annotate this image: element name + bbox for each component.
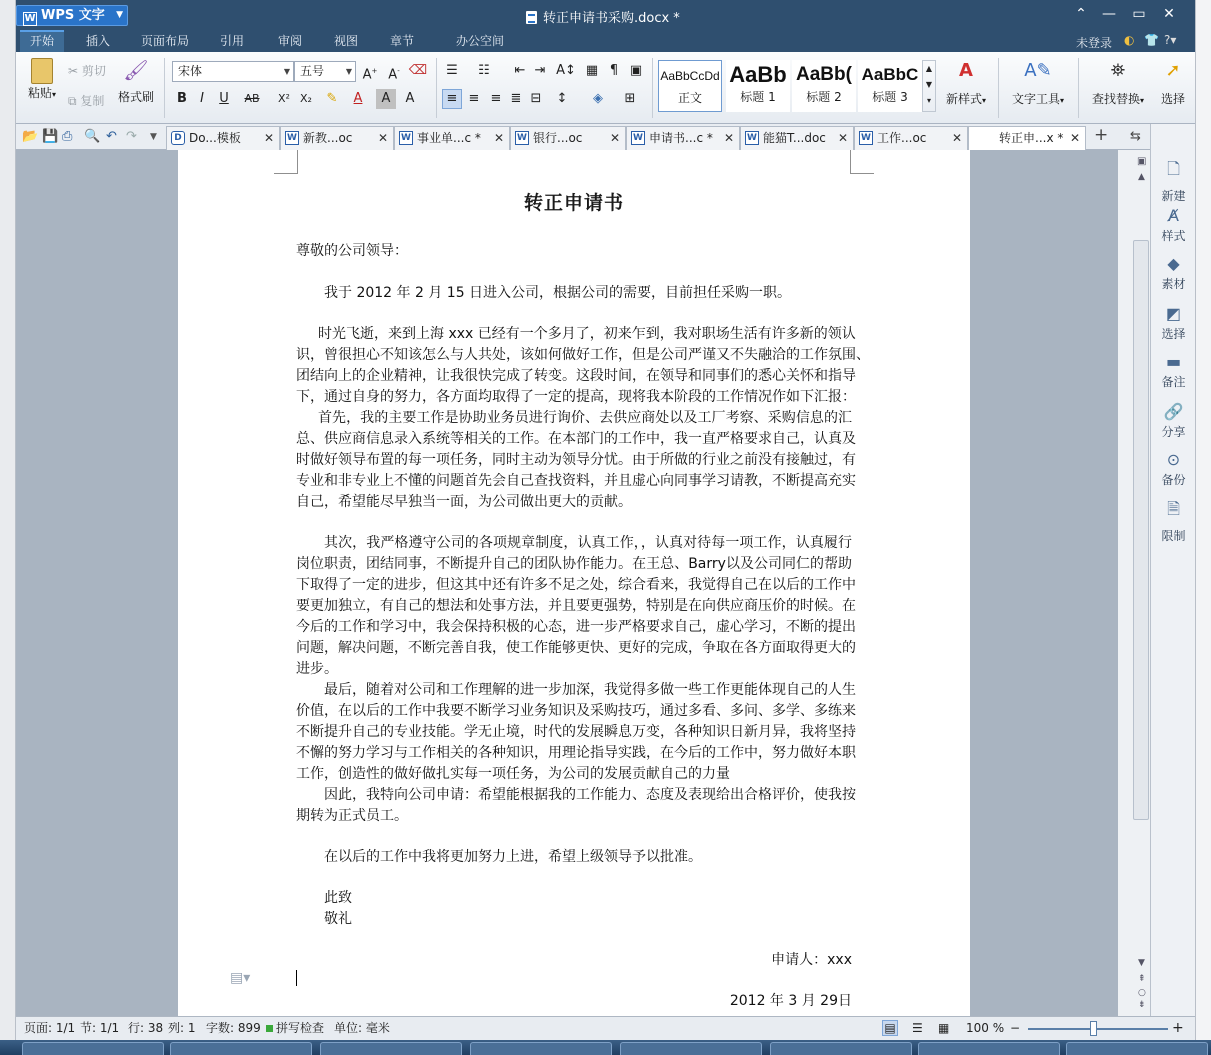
undo-icon[interactable]: ↶ xyxy=(106,129,117,144)
next-page-icon[interactable]: ⇟ xyxy=(1138,1000,1146,1010)
taskbar-item[interactable] xyxy=(170,1042,312,1055)
doc-tab-icon: W xyxy=(515,131,529,145)
paste-label: 粘贴 xyxy=(27,86,52,100)
paragraph-line: 价值，在以后的工作中我要不断学习业务知识及采购技巧，通过多看、多问、多学、多练来 xyxy=(296,703,856,719)
page-view-icon[interactable]: ▤ xyxy=(882,1020,898,1036)
chevron-down-icon[interactable]: ▼ xyxy=(150,132,157,142)
styles-scroll-icon[interactable]: ▲ ▼ ▾ xyxy=(922,60,936,112)
text-cursor xyxy=(296,970,297,986)
help-icon[interactable]: ?▾ xyxy=(1164,33,1177,47)
document-heading: 转正申请书 xyxy=(523,192,624,214)
check-icon xyxy=(266,1025,273,1032)
doc-tab[interactable] xyxy=(166,126,280,150)
borders-icon[interactable]: ⊞ xyxy=(624,91,636,106)
status-column: 列: 1 xyxy=(168,1021,196,1035)
text-tools-icon: A✎ xyxy=(1024,60,1052,81)
zoom-slider[interactable] xyxy=(1028,1028,1168,1030)
spell-check-toggle[interactable] xyxy=(266,1017,324,1040)
cut-label: 剪切 xyxy=(81,64,106,78)
grow-font-icon[interactable]: A+ xyxy=(362,67,378,83)
format-painter-button[interactable] xyxy=(116,58,156,105)
prev-page-icon[interactable]: ⇞ xyxy=(1138,974,1146,984)
cut-button[interactable] xyxy=(68,62,106,79)
doc-tab[interactable] xyxy=(854,126,968,150)
style-heading-2[interactable] xyxy=(792,60,856,112)
tab-review[interactable]: 审阅 xyxy=(277,34,302,48)
close-button[interactable]: ✕ xyxy=(1163,6,1175,22)
zoom-in-icon[interactable]: + xyxy=(1172,1020,1184,1036)
paragraph-line: 最后，随着对公司和工作理解的进一步加深，我觉得多做一些工作更能体现自己的人生 xyxy=(324,682,856,698)
doc-tab-icon: W xyxy=(399,131,413,145)
format-painter-label: 格式刷 xyxy=(117,90,154,104)
select-button[interactable] xyxy=(1154,60,1192,107)
crop-mark xyxy=(850,150,874,174)
os-taskbar xyxy=(0,1040,1211,1055)
font-family-value: 宋体 xyxy=(178,64,203,78)
divider xyxy=(1078,58,1079,118)
paragraph-line: 自己，希望能尽早独当一面，为公司做出更大的贡献。 xyxy=(296,494,632,510)
doc-tab-icon: W xyxy=(859,131,873,145)
char-border-icon[interactable]: A xyxy=(405,91,415,106)
status-section: 节: 1/1 xyxy=(80,1021,120,1035)
doc-tab-label: 能猫T...doc xyxy=(763,131,826,145)
materials-button[interactable] xyxy=(1151,254,1196,292)
page-nav-icon[interactable]: ▣ xyxy=(1137,156,1147,167)
skin-icon[interactable]: ◐ xyxy=(1124,33,1135,47)
new-document-icon: 🗋 xyxy=(1167,159,1180,178)
style-preview: AaBbCcDd xyxy=(660,69,720,83)
select-pane-label: 选择 xyxy=(1161,327,1186,341)
select-label: 选择 xyxy=(1160,92,1185,106)
taskbar-item[interactable] xyxy=(918,1042,1060,1055)
select-icon: ◩ xyxy=(1165,304,1182,323)
doc-tab[interactable] xyxy=(394,126,510,150)
paragraph-line: 下取得了一定的进步，但这其中还有许多不足之处，综合看来，我觉得自己在以后的工作中 xyxy=(296,577,856,593)
shapes-icon: ◆ xyxy=(1167,254,1180,273)
print-preview-icon[interactable]: 🔍 xyxy=(84,129,101,144)
brush-icon: 🖌 xyxy=(123,58,149,82)
divider xyxy=(164,58,165,118)
scrollbar-thumb[interactable] xyxy=(1133,240,1149,820)
web-view-icon[interactable]: ▦ xyxy=(938,1021,950,1035)
divider xyxy=(436,58,437,118)
background-window-edge-left xyxy=(0,0,16,1040)
doc-tab[interactable] xyxy=(740,126,854,150)
ribbon-toolbar xyxy=(16,52,1195,124)
doc-tab-icon: W xyxy=(745,131,759,145)
docx-file-icon xyxy=(526,11,537,24)
subscript-icon[interactable]: X₂ xyxy=(300,92,312,105)
char-shading-icon[interactable]: A xyxy=(376,89,396,109)
paragraph-line: 时光飞逝，来到上海 xxx 已经有一个多月了，初来乍到，我对职场生活有许多新的领认 xyxy=(318,326,856,342)
copy-button[interactable] xyxy=(68,92,104,109)
document-tab-bar xyxy=(16,124,1195,150)
paragraph-line: 今后的工作和学习中，我会保持积极的心态，进一步严格要求自己，虚心学习，不断的提出 xyxy=(296,619,856,635)
tab-page-layout[interactable]: 页面布局 xyxy=(140,34,189,48)
style-normal[interactable] xyxy=(658,60,722,112)
paragraph-line: 其次，我严格遵守公司的各项规章制度，认真工作，，认真对待每一项工作，认真履行 xyxy=(324,535,852,551)
crop-mark xyxy=(274,150,298,174)
status-word-count[interactable]: 字数: 899 xyxy=(206,1021,261,1035)
line-spacing-icon[interactable]: ↕ xyxy=(556,91,568,106)
status-row: 行: 38 xyxy=(128,1021,164,1035)
tab-home[interactable]: 开始 xyxy=(20,30,64,52)
maximize-button[interactable]: ▭ xyxy=(1132,6,1146,22)
align-left-icon[interactable]: ≡ xyxy=(442,89,462,109)
table-icon[interactable]: ▦ xyxy=(585,63,599,78)
greeting-line: 尊敬的公司领导： xyxy=(296,243,408,259)
paragraph-line: 因此，我特向公司申请：希望能根据我的工作能力、态度及表现给出合格评价，使我按 xyxy=(324,787,856,803)
closing-line: 此致 xyxy=(324,890,352,906)
chevron-down-icon: ▼ xyxy=(345,67,353,76)
paragraph-line: 期转为正式员工。 xyxy=(296,808,408,824)
zoom-level[interactable]: 100 % xyxy=(966,1021,1005,1035)
new-style-label: 新样式 xyxy=(945,92,982,106)
close-icon[interactable]: ✕ xyxy=(609,131,620,145)
new-button[interactable] xyxy=(1151,158,1196,204)
paragraph-line: 岗位职责，团结同事，不断提升自己的团队协作能力。在王总、Barry以及公司同仁的帮助 xyxy=(296,556,852,572)
taskbar-item[interactable] xyxy=(1066,1042,1208,1055)
login-link[interactable]: 未登录 xyxy=(1076,36,1113,50)
doc-tab-active[interactable] xyxy=(968,126,1086,150)
copy-icon: ⧉ xyxy=(68,94,77,108)
paragraph-line: 进步。 xyxy=(296,661,338,677)
cursor-icon: ➚ xyxy=(1165,60,1181,81)
paragraph-line: 不断提升自己的专业技能。学无止境，时代的发展瞬息万变，各种知识日新月异，我将坚持 xyxy=(296,724,856,740)
restrict-label: 限制 xyxy=(1161,529,1186,543)
style-heading-3[interactable] xyxy=(858,60,922,112)
paragraph-line: 团结向上的企业精神，让我很快完成了转变。这段时间，在领导和同事们的悉心关怀和指导 xyxy=(296,368,856,384)
select-browse-icon[interactable]: ○ xyxy=(1138,988,1146,998)
close-icon[interactable]: ✕ xyxy=(263,131,274,145)
style-icon: A̸ xyxy=(1168,206,1179,225)
closing-line: 敬礼 xyxy=(324,911,352,927)
style-preview: AaBb xyxy=(729,62,787,87)
doc-tab-label: 申请书...c * xyxy=(649,131,713,145)
clear-format-icon[interactable]: ⌫ xyxy=(408,63,428,78)
tab-list-icon[interactable]: ⇆ xyxy=(1130,129,1141,144)
lock-document-icon: 🗎 xyxy=(1167,499,1180,518)
page-view-icon[interactable]: ▣ xyxy=(629,63,643,78)
doc-tab[interactable] xyxy=(626,126,740,150)
paragraph-line: 专业和非专业上不懂的问题首先会自己查找资料，并且虚心向同事学习请教，不断提高充实 xyxy=(296,473,856,489)
font-size-select[interactable] xyxy=(294,61,356,82)
doc-tab-icon: D xyxy=(171,131,185,145)
scroll-up-icon[interactable]: ▲ xyxy=(1138,172,1145,182)
paste-button[interactable] xyxy=(24,58,60,101)
doc-tab-label: 转正申...x * xyxy=(999,131,1064,145)
paragraph-line: 不懈的努力学习与工作相关的各种知识，用理论指导实践，在今后的工作中，努力做好本职 xyxy=(296,745,856,761)
style-preview: AaBb( xyxy=(796,64,852,85)
tab-view[interactable]: 视图 xyxy=(333,34,358,48)
paragraph-line: 识，曾很担心不知该怎么与人共处，该如何做好工作，但是公司严谨又不失融洽的工作氛围、 xyxy=(296,347,870,363)
scroll-down-icon[interactable]: ▼ xyxy=(1138,958,1145,968)
divider xyxy=(652,58,653,118)
paragraph-line: 在以后的工作中我将更加努力上进，希望上级领导予以批准。 xyxy=(324,849,702,865)
style-label: 标题 1 xyxy=(740,90,776,104)
status-bar xyxy=(16,1016,1195,1040)
chevron-down-icon: ▼ xyxy=(116,10,123,20)
justify-icon[interactable]: ≣ xyxy=(510,91,522,106)
save-icon[interactable]: 💾 xyxy=(42,129,59,144)
chevron-down-icon: ▾ xyxy=(52,90,57,99)
distribute-icon[interactable]: ⊟ xyxy=(530,91,542,106)
backup-icon: ⊙ xyxy=(1166,450,1181,469)
close-icon[interactable]: ✕ xyxy=(493,131,504,145)
new-style-icon: A xyxy=(959,60,973,81)
find-replace-label: 查找替换 xyxy=(1091,92,1140,106)
print-icon[interactable]: ⎙ xyxy=(62,129,73,144)
text-tools-button[interactable]: A✎ 文字工具▾ xyxy=(1006,60,1070,107)
font-size-value: 五号 xyxy=(300,64,325,78)
tab-references[interactable]: 引用 xyxy=(219,34,244,48)
bullet-list-icon[interactable]: ☰ xyxy=(446,63,458,78)
document-title xyxy=(526,7,680,26)
paragraph-line: 下，通过自身的努力，各方面均取得了一定的提高，现将我本阶段的工作情况作如下汇报： xyxy=(296,389,856,405)
document-title-text: 转正申请书采购.docx * xyxy=(543,11,680,26)
chevron-down-icon: ▼ xyxy=(283,67,291,76)
zoom-out-icon[interactable]: − xyxy=(1010,1021,1021,1035)
highlight-icon[interactable]: ✎ xyxy=(326,91,338,106)
style-button[interactable] xyxy=(1151,206,1196,244)
new-tab-icon[interactable]: + xyxy=(1094,125,1109,145)
date-line: 2012 年 3 月 29日 xyxy=(729,993,852,1009)
app-name: WPS 文字 xyxy=(41,8,105,23)
style-label: 正文 xyxy=(677,91,702,105)
share-label: 分享 xyxy=(1161,425,1186,439)
tab-insert[interactable]: 插入 xyxy=(85,34,110,48)
wps-logo-icon: W xyxy=(24,13,36,24)
close-icon[interactable]: ✕ xyxy=(1069,131,1080,145)
paragraph-layout-icon[interactable]: ▤▾ xyxy=(230,970,251,986)
comment-icon: ▬ xyxy=(1165,352,1182,371)
doc-tab[interactable] xyxy=(510,126,626,150)
text-tools-label: 文字工具 xyxy=(1011,92,1060,106)
backup-button[interactable] xyxy=(1151,450,1196,488)
zoom-slider-thumb[interactable] xyxy=(1090,1021,1097,1036)
new-style-button[interactable]: A 新样式▾ xyxy=(940,60,992,107)
italic-icon[interactable]: I xyxy=(200,91,204,106)
increase-indent-icon[interactable]: ⇥ xyxy=(534,63,546,78)
close-icon[interactable]: ✕ xyxy=(951,131,962,145)
notes-label: 备注 xyxy=(1161,375,1186,389)
align-center-icon[interactable]: ≡ xyxy=(468,91,480,106)
applicant-line: 申请人：xxx xyxy=(771,952,852,968)
share-button[interactable] xyxy=(1151,402,1196,440)
paragraph-line: 要更加独立，有自己的想法和处事方法，并且要更强势，特别是在向供应商压价的时候。在 xyxy=(296,598,856,614)
link-icon: 🔗 xyxy=(1163,402,1184,421)
title-bar xyxy=(16,0,1195,30)
status-unit[interactable]: 单位: 毫米 xyxy=(334,1021,390,1035)
find-replace-button[interactable]: ⛯ 查找替换▾ xyxy=(1086,60,1150,107)
divider xyxy=(998,58,999,118)
style-label: 标题 3 xyxy=(872,90,908,104)
doc-tab-label: Do...模板 xyxy=(189,131,241,145)
clipboard-icon xyxy=(31,58,53,84)
style-label: 标题 2 xyxy=(806,90,842,104)
scissors-icon: ✂ xyxy=(68,64,79,78)
document-page[interactable] xyxy=(178,150,970,1016)
underline-icon[interactable]: U xyxy=(219,91,229,106)
new-label: 新建 xyxy=(1161,189,1186,203)
paragraph-line: 时做好领导布置的每一项任务，同时主动为领导分忧。由于所做的行业之前没有接触过，有 xyxy=(296,452,856,468)
font-family-select[interactable] xyxy=(172,61,294,82)
backup-label: 备份 xyxy=(1161,473,1186,487)
outline-view-icon[interactable]: ☰ xyxy=(912,1021,923,1035)
shirt-icon[interactable]: 👕 xyxy=(1144,33,1159,47)
show-marks-icon[interactable]: ¶ xyxy=(609,63,619,78)
paragraph-line: 总、供应商信息录入系统等相关的工作。在本部门的工作中，我一直严格要求自己，认真及 xyxy=(296,431,856,447)
spell-check-label: 拼写检查 xyxy=(276,1021,325,1035)
paragraph-line: 工作，创造性的做好做扎实每一项任务，为公司的发展贡献自己的力量 xyxy=(296,766,730,782)
doc-tab-label: 新教...oc xyxy=(303,131,353,145)
status-page: 页面: 1/1 xyxy=(24,1021,76,1035)
font-color-icon[interactable]: A xyxy=(353,91,363,106)
taskbar-item[interactable] xyxy=(620,1042,762,1055)
task-pane xyxy=(1150,124,1195,1016)
open-folder-icon[interactable]: 📂 xyxy=(22,129,39,144)
redo-icon[interactable]: ↷ xyxy=(126,129,137,144)
doc-tab-label: 事业单...c * xyxy=(417,131,481,145)
paragraph-line: 我于 2012 年 2 月 15 日进入公司，根据公司的需要，目前担任采购一职。 xyxy=(324,285,792,301)
notes-button[interactable] xyxy=(1151,352,1196,390)
minimize-button[interactable]: — xyxy=(1102,6,1116,22)
menu-bar xyxy=(16,30,1195,52)
strikethrough-icon[interactable]: AB xyxy=(244,92,260,105)
doc-tab-icon: W xyxy=(631,131,645,145)
superscript-icon[interactable]: X² xyxy=(278,92,290,105)
paragraph-line: 问题，解决问题，不断完善自我，使工作能够更快、更好的完成，争取在各方面取得更大的 xyxy=(296,640,856,656)
text-direction-icon[interactable]: A↕ xyxy=(556,63,576,78)
paragraph-line: 首先，我的主要工作是协助业务员进行询价、去供应商处以及工厂考察、采购信息的汇 xyxy=(318,410,852,426)
tab-chapter[interactable]: 章节 xyxy=(389,34,414,48)
numbered-list-icon[interactable]: ☷ xyxy=(478,63,490,78)
paragraph-shading-icon[interactable]: ◈ xyxy=(593,91,603,106)
shrink-font-icon[interactable]: A- xyxy=(388,67,400,83)
taskbar-item[interactable] xyxy=(22,1042,164,1055)
style-label: 样式 xyxy=(1161,229,1186,243)
style-preview: AaBbC xyxy=(861,65,919,84)
tab-office-space[interactable]: 办公空间 xyxy=(455,34,504,48)
close-icon[interactable]: ✕ xyxy=(723,131,734,145)
align-right-icon[interactable]: ≡ xyxy=(490,91,502,106)
document-workspace[interactable] xyxy=(16,150,1150,1016)
collapse-ribbon-icon[interactable]: ⌃ xyxy=(1075,6,1087,22)
select-pane-button[interactable] xyxy=(1151,304,1196,342)
materials-label: 素材 xyxy=(1161,277,1186,291)
taskbar-item[interactable] xyxy=(770,1042,912,1055)
decrease-indent-icon[interactable]: ⇤ xyxy=(514,63,526,78)
taskbar-item[interactable] xyxy=(470,1042,612,1055)
taskbar-item[interactable] xyxy=(320,1042,462,1055)
close-icon[interactable]: ✕ xyxy=(837,131,848,145)
copy-label: 复制 xyxy=(80,94,105,108)
close-icon[interactable]: ✕ xyxy=(377,131,388,145)
binoculars-icon: ⛯ xyxy=(1110,60,1126,81)
doc-tab-icon: W xyxy=(285,131,299,145)
doc-tab-label: 工作...oc xyxy=(877,131,927,145)
style-heading-1[interactable] xyxy=(726,60,790,112)
doc-tab[interactable] xyxy=(280,126,394,150)
app-menu-button[interactable] xyxy=(16,5,128,26)
doc-tab-label: 银行...oc xyxy=(533,131,583,145)
restrict-button[interactable] xyxy=(1151,498,1196,544)
background-window-edge-right xyxy=(1195,0,1211,1040)
bold-icon[interactable]: B xyxy=(177,91,187,106)
